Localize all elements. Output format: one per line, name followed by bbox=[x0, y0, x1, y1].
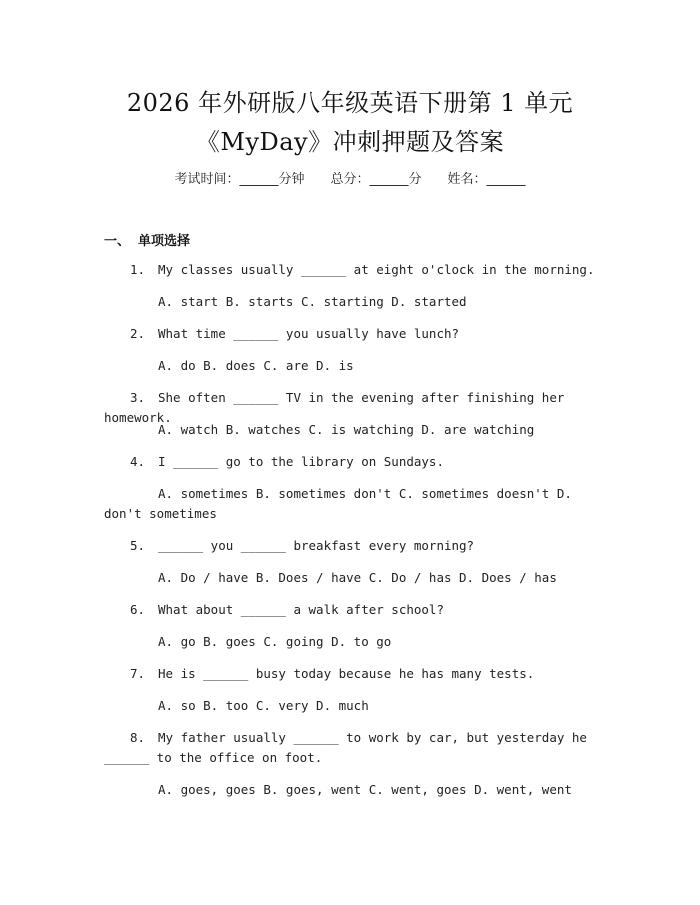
question-8 bbox=[104, 728, 600, 768]
exam-meta-row bbox=[0, 168, 700, 187]
exam-title-line2: 《MyDay》冲刺押题及答案 bbox=[195, 128, 505, 156]
name-field: 姓名：______ bbox=[447, 172, 526, 187]
question-4 bbox=[104, 452, 604, 472]
question-2 bbox=[104, 324, 604, 344]
score-field: 总分：______分 bbox=[330, 172, 422, 187]
question-3-options: A. watch B. watches C. is watching D. are watching bbox=[158, 422, 535, 437]
question-6-options: A. go B. goes C. going D. to go bbox=[158, 634, 392, 649]
exam-title-line1: 2026 年外研版八年级英语下册第 1 单元 bbox=[126, 89, 574, 117]
question-text: What about ______ a walk after school? bbox=[158, 602, 444, 617]
question-number: 2. bbox=[130, 326, 146, 341]
section-heading bbox=[104, 230, 190, 249]
time-field: 考试时间：______分钟 bbox=[174, 172, 305, 187]
question-number: 6. bbox=[130, 602, 146, 617]
question-text: She often ______ TV in the evening after finishing her homework. bbox=[104, 390, 565, 425]
question-number: 1. bbox=[130, 262, 146, 277]
question-number: 5. bbox=[130, 538, 146, 553]
question-5-options: A. Do / have B. Does / have C. Do / has D. Does / has bbox=[158, 570, 557, 585]
question-7 bbox=[104, 664, 604, 684]
question-number: 3. bbox=[130, 390, 146, 405]
question-text: What time ______ you usually have lunch? bbox=[158, 326, 460, 341]
question-number: 7. bbox=[130, 666, 146, 681]
question-text: He is ______ busy today because he has many tests. bbox=[158, 666, 535, 681]
section-number: 一、 bbox=[104, 234, 131, 249]
question-6 bbox=[104, 600, 604, 620]
question-number: 4. bbox=[130, 454, 146, 469]
section-title: 单项选择 bbox=[138, 234, 191, 249]
question-4-options: A. sometimes B. sometimes don't C. sometimes doesn't D. don't sometimes bbox=[104, 486, 572, 521]
question-5 bbox=[104, 536, 604, 556]
question-8-options: A. goes, goes B. goes, went C. went, goes D. went, went bbox=[158, 782, 572, 797]
question-1-options: A. start B. starts C. starting D. started bbox=[158, 294, 467, 309]
question-text: My classes usually ______ at eight o'clock in the morning. bbox=[158, 262, 595, 277]
question-text: ______ you ______ breakfast every morning? bbox=[158, 538, 475, 553]
question-number: 8. bbox=[130, 730, 146, 745]
question-7-options: A. so B. too C. very D. much bbox=[158, 698, 369, 713]
question-2-options: A. do B. does C. are D. is bbox=[158, 358, 354, 373]
question-1 bbox=[104, 260, 604, 280]
question-text: My father usually ______ to work by car, but yesterday he ______ to the office on foot. bbox=[104, 730, 587, 765]
question-text: I ______ go to the library on Sundays. bbox=[158, 454, 444, 469]
